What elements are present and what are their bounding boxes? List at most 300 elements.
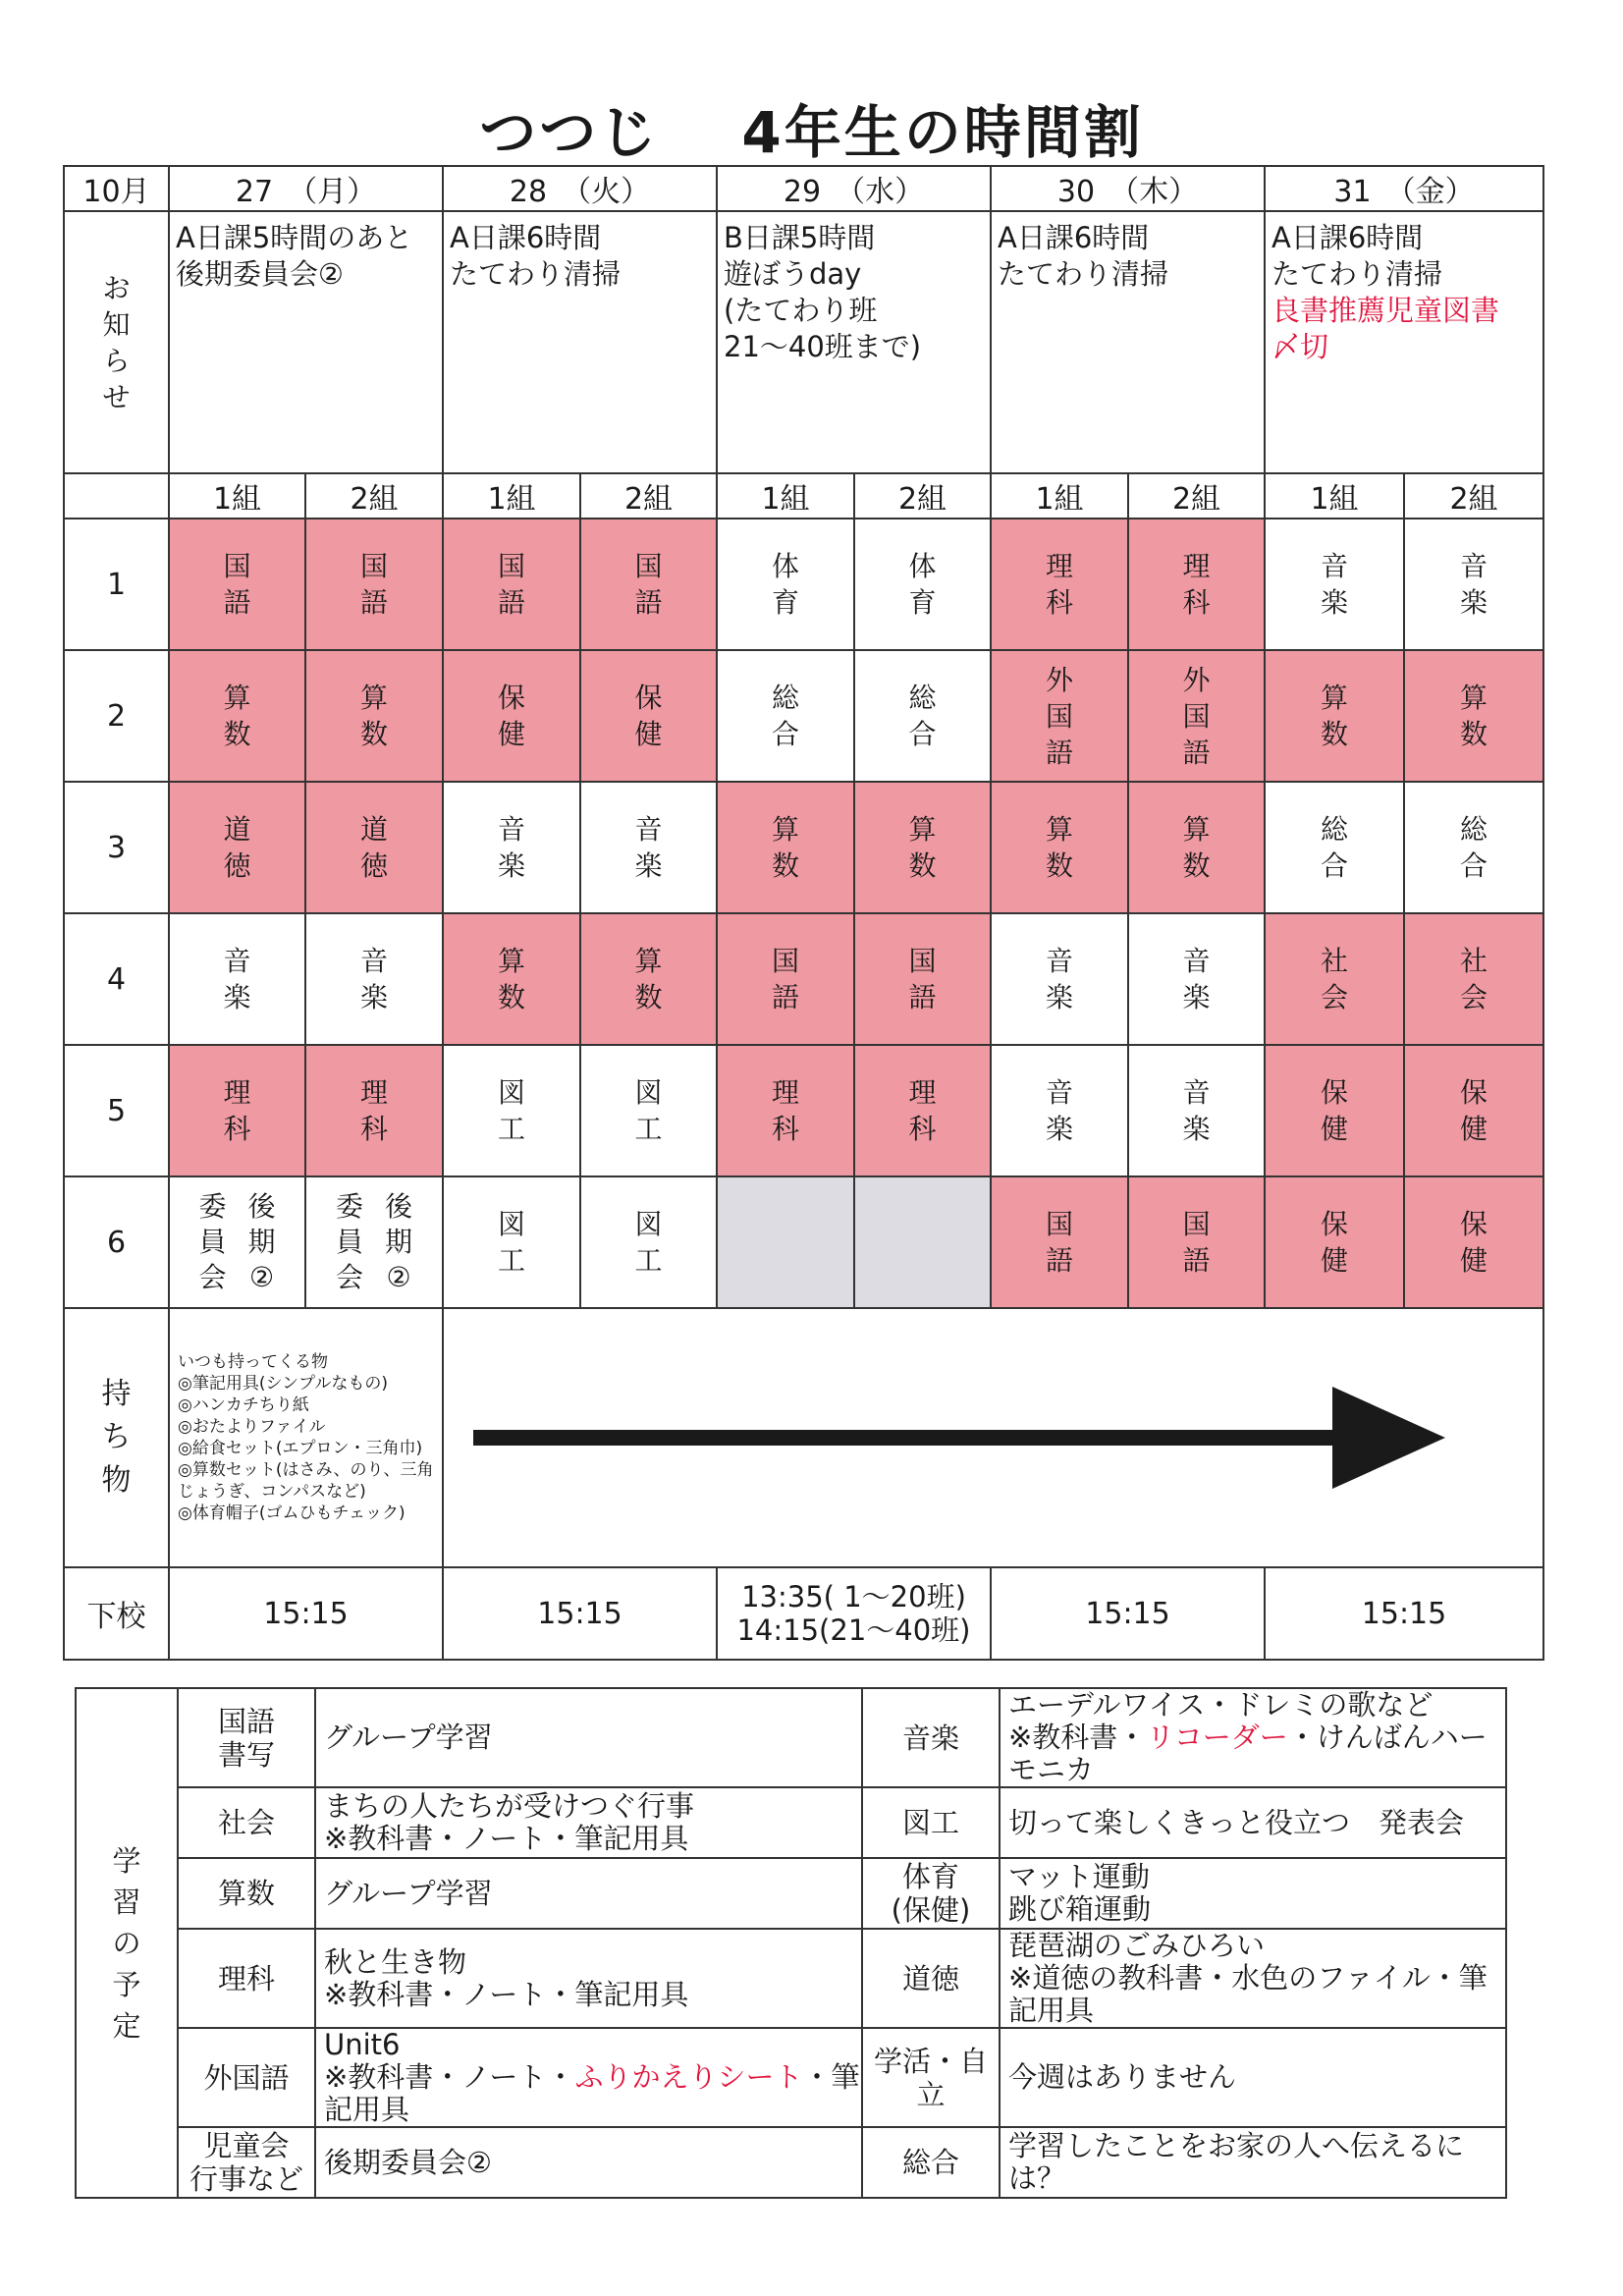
text-line: 健 — [1320, 1244, 1348, 1277]
text-line: 算 — [771, 813, 799, 846]
subject-text — [581, 811, 716, 884]
text-line: 合 — [1320, 849, 1348, 882]
subject-text — [1405, 680, 1542, 752]
plan-content-text: Unit6 ※教科書・ノート・ — [324, 2028, 575, 2094]
subject-cell — [1128, 650, 1265, 782]
text-line: 保 — [1320, 1076, 1348, 1109]
text-line: 音 — [1045, 1076, 1073, 1109]
day-header: 31 （金） — [1265, 166, 1543, 211]
text-line: 工 — [634, 1113, 663, 1145]
subject-cell — [580, 913, 717, 1045]
subject-cell — [1265, 1045, 1404, 1176]
text-line: 委 — [198, 1190, 227, 1223]
subject-text — [992, 1206, 1127, 1279]
class-header: 2組 — [854, 473, 991, 519]
page-title: つつじ 4年生の時間割 — [479, 99, 1144, 166]
subject-text — [170, 680, 304, 752]
subject-text — [718, 811, 853, 884]
text-line: 語 — [497, 586, 525, 619]
subject-text — [170, 548, 304, 621]
belongings-row — [64, 1308, 1543, 1567]
text-line: 工 — [497, 1244, 525, 1277]
plan-row — [76, 2127, 1506, 2198]
period-number: 2 — [64, 650, 169, 782]
subject-text — [1129, 1074, 1264, 1147]
subject-text — [1405, 1206, 1542, 1279]
subject-text — [444, 811, 579, 884]
text-line: 社 — [1320, 945, 1348, 977]
text-line: 科 — [771, 1113, 799, 1145]
plan-content-text: 学習したことをお家の人へ伝えるには？ — [1008, 2129, 1465, 2195]
text-line: 語 — [1182, 1244, 1211, 1277]
text-line: 合 — [1459, 849, 1488, 882]
subject-text — [1266, 548, 1403, 621]
subject-text — [992, 943, 1127, 1015]
text-line: お — [102, 271, 131, 304]
plan-content-text: 切って楽しくきっと役立つ 発表会 — [1008, 1805, 1465, 1839]
subject-cell — [169, 913, 305, 1045]
text-line: 音 — [1459, 550, 1488, 582]
subject-text — [855, 1074, 990, 1147]
text-line: 徳 — [223, 849, 251, 882]
text-line: 保 — [1320, 1208, 1348, 1240]
text-line: 理 — [359, 1076, 388, 1109]
subject-text — [581, 1206, 716, 1279]
subject-text — [170, 943, 304, 1015]
subject-cell — [717, 782, 854, 913]
subject-cell — [580, 650, 717, 782]
text-line: 音 — [359, 945, 388, 977]
subject-text — [992, 662, 1127, 771]
class-header-blank — [64, 473, 169, 519]
text-line: 音 — [1182, 1076, 1211, 1109]
subject-cell — [717, 1176, 854, 1308]
text-line: 保 — [1459, 1208, 1488, 1240]
subject-cell — [854, 519, 991, 650]
subject-cell — [717, 519, 854, 650]
text-line: 国 — [1182, 699, 1211, 733]
subject-text — [1266, 680, 1403, 752]
subject-cell — [991, 519, 1128, 650]
text-line: 工 — [634, 1244, 663, 1277]
subject-text — [1129, 662, 1264, 771]
subject-cell — [1265, 782, 1404, 913]
plan-subject: 理科 — [178, 1929, 315, 2028]
subject-cell — [1404, 1045, 1543, 1176]
period-number: 4 — [64, 913, 169, 1045]
text-line: 語 — [908, 981, 937, 1013]
subject-text — [306, 943, 442, 1015]
subject-cell — [1404, 650, 1543, 782]
text-line: 科 — [908, 1113, 937, 1145]
class-header: 2組 — [1404, 473, 1543, 519]
plan-content-text: エーデルワイス・ドレミの歌など ※教科書・ — [1008, 1688, 1434, 1754]
subject-cell — [580, 1045, 717, 1176]
text-line: 外 — [1045, 663, 1073, 696]
plan-content-text: ・筆記用具 — [324, 2060, 860, 2126]
text-line: 社 — [1459, 945, 1488, 977]
subject-text — [444, 1074, 579, 1147]
subject-cell — [305, 913, 443, 1045]
text-line: 学 — [112, 1843, 141, 1878]
text-line: 楽 — [1182, 981, 1211, 1013]
subject-text — [718, 548, 853, 621]
text-line: 理 — [1182, 550, 1211, 582]
text-line: せ — [102, 380, 131, 413]
dismissal-time: 15:15 — [443, 1567, 717, 1660]
subject-cell — [854, 1176, 991, 1308]
subject-cell — [717, 1045, 854, 1176]
dismissal-time: 15:15 — [1265, 1567, 1543, 1660]
text-line: 合 — [771, 718, 799, 750]
class-header: 2組 — [1128, 473, 1265, 519]
subject-text — [992, 811, 1127, 884]
notice-30: A日課6時間 たてわり清掃 — [991, 211, 1265, 473]
period-row — [64, 519, 1543, 650]
dismissal-time: 15:15 — [169, 1567, 443, 1660]
period-row — [64, 1045, 1543, 1176]
committee-text — [306, 1189, 442, 1295]
text-line: 数 — [1320, 718, 1348, 750]
text-line: 楽 — [223, 981, 251, 1013]
text-line: 数 — [771, 849, 799, 882]
text-line: 理 — [771, 1076, 799, 1109]
notice-28: A日課6時間 たてわり清掃 — [443, 211, 717, 473]
text-line: 数 — [1182, 849, 1211, 882]
class-header: 1組 — [717, 473, 854, 519]
text-line: 算 — [634, 945, 663, 977]
text-line: ② — [386, 1261, 411, 1293]
subject-cell — [1265, 913, 1404, 1045]
plan-subject: 学活・自立 — [862, 2028, 1000, 2127]
plan-content — [1000, 1858, 1506, 1929]
text-line: 育 — [771, 586, 799, 619]
text-line: 道 — [359, 813, 388, 846]
subject-text — [444, 680, 579, 752]
plan-content-text: 琵琶湖のごみひろい ※道徳の教科書・水色のファイル・筆記用具 — [1008, 1929, 1488, 2027]
subject-cell — [169, 519, 305, 650]
text-line: 理 — [908, 1076, 937, 1109]
subject-text — [1266, 1206, 1403, 1279]
plan-subject: 国語 書写 — [178, 1688, 315, 1787]
subject-cell — [443, 650, 580, 782]
subject-text — [581, 548, 716, 621]
text-line: 語 — [634, 586, 663, 619]
text-line: 育 — [908, 586, 937, 619]
text-line: 総 — [1459, 813, 1488, 846]
text-line: 国 — [1182, 1208, 1211, 1240]
text-line: 語 — [359, 586, 388, 619]
text-line: 語 — [1182, 736, 1211, 769]
subject-cell — [854, 1045, 991, 1176]
text-line: 語 — [1045, 736, 1073, 769]
text-line: 算 — [223, 682, 251, 714]
plan-row — [76, 2028, 1506, 2127]
plan-content: グループ学習 — [315, 1688, 862, 1787]
subject-cell — [1265, 519, 1404, 650]
text-line: 国 — [634, 550, 663, 582]
plan-content — [315, 2028, 862, 2127]
plan-subject: 外国語 — [178, 2028, 315, 2127]
subject-text — [718, 1074, 853, 1147]
text-line: の — [112, 1926, 141, 1960]
plan-row — [76, 1858, 1506, 1929]
text-line: 科 — [1045, 586, 1073, 619]
text-line: 総 — [771, 682, 799, 714]
text-line: 後 — [247, 1190, 276, 1223]
text-line: 会 — [1459, 981, 1488, 1013]
subject-cell — [991, 1045, 1128, 1176]
subject-cell — [305, 1176, 443, 1308]
period-number: 5 — [64, 1045, 169, 1176]
plan-subject: 総合 — [862, 2127, 1000, 2198]
plan-row — [76, 1929, 1506, 2028]
text-line: 健 — [1459, 1244, 1488, 1277]
subject-text — [1266, 1074, 1403, 1147]
text-line: 国 — [497, 550, 525, 582]
subject-cell — [1404, 519, 1543, 650]
subject-cell — [580, 782, 717, 913]
plan-content: 秋と生き物 ※教科書・ノート・筆記用具 — [315, 1929, 862, 2028]
subject-text — [1129, 811, 1264, 884]
period-row — [64, 1176, 1543, 1308]
text-line: 国 — [223, 550, 251, 582]
subject-text — [444, 548, 579, 621]
subject-cell — [1128, 782, 1265, 913]
text-line: ち — [101, 1420, 132, 1454]
dismissal-label: 下校 — [64, 1567, 169, 1660]
plan-subject: 道徳 — [862, 1929, 1000, 2028]
subject-cell — [443, 913, 580, 1045]
subject-text — [855, 548, 990, 621]
subject-cell — [169, 1045, 305, 1176]
subject-text — [306, 548, 442, 621]
period-row — [64, 650, 1543, 782]
text-line: 音 — [1182, 945, 1211, 977]
text-line: 音 — [223, 945, 251, 977]
text-line: 算 — [1459, 682, 1488, 714]
plan-row — [76, 1688, 1506, 1787]
study-plan-label — [76, 1688, 178, 2198]
subject-cell — [1404, 913, 1543, 1045]
text-line: 語 — [1045, 1244, 1073, 1277]
subject-text — [992, 548, 1127, 621]
text-line: 健 — [1320, 1113, 1348, 1145]
text-line: 楽 — [497, 849, 525, 882]
text-line: 員 — [335, 1226, 363, 1258]
subject-text — [1129, 548, 1264, 621]
day-header: 28 （火） — [443, 166, 717, 211]
text-line: 国 — [771, 945, 799, 977]
belongings-label-text — [65, 1373, 168, 1503]
plan-subject: 体育 (保健) — [862, 1858, 1000, 1929]
period-row — [64, 782, 1543, 913]
text-line: 楽 — [1045, 981, 1073, 1013]
subject-text — [306, 680, 442, 752]
subject-text — [170, 811, 304, 884]
text-line: 算 — [1320, 682, 1348, 714]
plan-content-emphasis: リコーダー — [1146, 1721, 1288, 1754]
subject-cell — [854, 650, 991, 782]
text-line: 体 — [771, 550, 799, 582]
text-line: 科 — [1182, 586, 1211, 619]
notice-label — [64, 211, 169, 473]
timetable — [63, 165, 1544, 1661]
text-line: 道 — [223, 813, 251, 846]
text-line: 国 — [908, 945, 937, 977]
text-line: 総 — [908, 682, 937, 714]
text-line: 数 — [908, 849, 937, 882]
text-line: 習 — [112, 1885, 141, 1919]
plan-content — [1000, 2127, 1506, 2198]
plan-content: まちの人たちが受けつぐ行事 ※教科書・ノート・筆記用具 — [315, 1787, 862, 1858]
subject-text — [1405, 1074, 1542, 1147]
text-line: 健 — [634, 718, 663, 750]
text-line: 合 — [908, 718, 937, 750]
text-line: 委 — [335, 1190, 363, 1223]
subject-text — [992, 1074, 1127, 1147]
text-line: 算 — [908, 813, 937, 846]
text-line: 予 — [112, 1967, 141, 2001]
subject-text — [306, 1074, 442, 1147]
subject-cell — [1404, 782, 1543, 913]
subject-cell — [169, 1176, 305, 1308]
subject-cell — [580, 1176, 717, 1308]
subject-cell — [717, 650, 854, 782]
subject-cell — [1128, 1045, 1265, 1176]
notice-31 — [1265, 211, 1543, 473]
plan-content: 後期委員会② — [315, 2127, 862, 2198]
text-line: 理 — [1045, 550, 1073, 582]
subject-cell — [305, 519, 443, 650]
subject-text — [1129, 943, 1264, 1015]
text-line: 国 — [1045, 699, 1073, 733]
subject-text — [306, 811, 442, 884]
text-line: 算 — [1182, 813, 1211, 846]
text-line: 国 — [359, 550, 388, 582]
plan-subject: 音楽 — [862, 1688, 1000, 1787]
subject-cell — [443, 519, 580, 650]
period-number: 3 — [64, 782, 169, 913]
subject-cell — [305, 1045, 443, 1176]
subject-text — [718, 943, 853, 1015]
text-line: 音 — [1045, 945, 1073, 977]
belongings-arrow-area — [443, 1308, 1543, 1567]
text-line: 員 — [198, 1226, 227, 1258]
class-header: 1組 — [443, 473, 580, 519]
subject-cell — [305, 782, 443, 913]
text-line: 語 — [223, 586, 251, 619]
subject-cell — [1404, 1176, 1543, 1308]
text-line: 算 — [497, 945, 525, 977]
subject-cell — [443, 1176, 580, 1308]
subject-cell — [1128, 913, 1265, 1045]
text-line: 健 — [1459, 1113, 1488, 1145]
plan-content — [1000, 1929, 1506, 2028]
subject-cell — [991, 913, 1128, 1045]
text-line: 会 — [198, 1261, 227, 1293]
text-line: 数 — [223, 718, 251, 750]
subject-cell — [1265, 1176, 1404, 1308]
text-line: 保 — [497, 682, 525, 714]
text-line: 体 — [908, 550, 937, 582]
subject-text — [1405, 548, 1542, 621]
plan-subject: 社会 — [178, 1787, 315, 1858]
notice-27: A日課5時間のあと 後期委員会② — [169, 211, 443, 473]
notice-31-text: A日課6時間 たてわり清掃 — [1271, 221, 1443, 291]
belongings-list: いつも持ってくる物 ◎筆記用具(シンプルなもの) ◎ハンカチちり紙 ◎おたよりファイル ◎給食セット(エプロン・三角巾) ◎算数セット(はさみ、のり、三角 じょうぎ、コンパスなど) ◎体育帽子(ゴムひもチェック) — [169, 1308, 443, 1567]
plan-content-text: 今週はありません — [1008, 2060, 1237, 2094]
text-line: 保 — [1459, 1076, 1488, 1109]
text-line: 外 — [1182, 663, 1211, 696]
subject-text — [581, 680, 716, 752]
plan-content — [1000, 1688, 1506, 1787]
text-line: 図 — [634, 1076, 663, 1109]
text-line: 算 — [1045, 813, 1073, 846]
study-plan-table — [75, 1687, 1507, 2199]
subject-text — [1266, 943, 1403, 1015]
subject-cell — [580, 519, 717, 650]
text-line: 理 — [223, 1076, 251, 1109]
text-line: 物 — [101, 1463, 132, 1498]
text-line: 数 — [497, 981, 525, 1013]
text-line: 楽 — [1045, 1113, 1073, 1145]
dismissal-time: 13:35( 1～20班) 14:15(21～40班) — [717, 1567, 991, 1660]
subject-cell — [443, 782, 580, 913]
text-line: 算 — [359, 682, 388, 714]
day-header: 29 （水） — [717, 166, 991, 211]
month-label: 10月 — [64, 166, 169, 211]
text-line: 保 — [634, 682, 663, 714]
text-line: 音 — [497, 813, 525, 846]
text-line: 楽 — [359, 981, 388, 1013]
plan-content: グループ学習 — [315, 1858, 862, 1929]
text-line: 国 — [1045, 1208, 1073, 1240]
subject-text — [1129, 1206, 1264, 1279]
subject-text — [1266, 811, 1403, 884]
text-line: 健 — [497, 718, 525, 750]
notice-31-deadline: 良書推薦児童図書 〆切 — [1271, 294, 1500, 363]
class-header-row — [64, 473, 1543, 519]
subject-cell — [1128, 1176, 1265, 1308]
text-line: 図 — [634, 1208, 663, 1240]
text-line: 楽 — [1320, 586, 1348, 619]
text-line: 数 — [1459, 718, 1488, 750]
text-line: 会 — [1320, 981, 1348, 1013]
class-header: 2組 — [305, 473, 443, 519]
text-line: 音 — [1320, 550, 1348, 582]
text-line: 知 — [102, 307, 131, 341]
subject-cell — [169, 782, 305, 913]
subject-cell — [991, 650, 1128, 782]
text-line: 総 — [1320, 813, 1348, 846]
plan-content — [1000, 2028, 1506, 2127]
subject-text — [718, 680, 853, 752]
class-header: 2組 — [580, 473, 717, 519]
text-line: 数 — [1045, 849, 1073, 882]
notice-29: B日課5時間 遊ぼうday (たてわり班 21～40班まで) — [717, 211, 991, 473]
text-line: 徳 — [359, 849, 388, 882]
plan-content — [1000, 1787, 1506, 1858]
subject-text — [170, 1074, 304, 1147]
belongings-label — [64, 1308, 169, 1567]
subject-cell — [1128, 519, 1265, 650]
text-line: 数 — [634, 981, 663, 1013]
plan-subject: 児童会 行事など — [178, 2127, 315, 2198]
committee-text — [170, 1189, 304, 1295]
text-line: 数 — [359, 718, 388, 750]
period-number: 6 — [64, 1176, 169, 1308]
